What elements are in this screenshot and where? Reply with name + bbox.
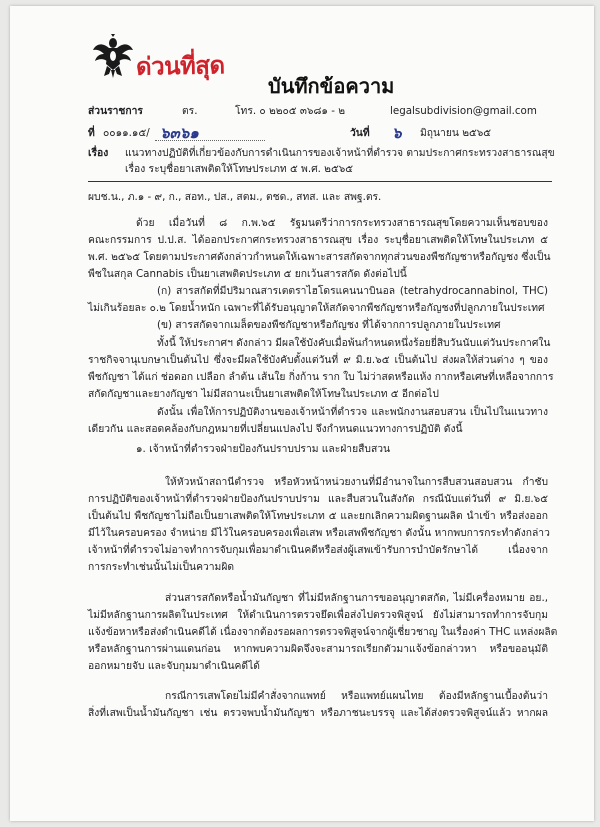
agency-label: ส่วนราชการ — [88, 105, 143, 117]
garuda-emblem-icon — [92, 34, 134, 78]
date-value: มิถุนายน ๒๕๖๕ — [420, 127, 492, 139]
p6-line-2: สิ่งที่เสพเป็นน้ำมันกัญชา เช่น ตรวจพบน้ำมันกัญชา หรือภาชนะบรรจุ และได้ส่งตรวจพิสูจน์แล้ว หากผล — [88, 707, 548, 719]
date-label: วันที่ — [350, 127, 370, 139]
subject-line-2: เรื่อง ระบุชื่อยาเสพติดให้โทษประเภท ๕ พ.ศ. ๒๕๖๕ — [125, 163, 354, 175]
p4-line-5: เจ้าหน้าที่ตำรวจไม่อาจทำการจับกุมเพื่อมาดำเนินคดีหรือส่งผู้เสพเข้ารับการบำบัดรักษาได้ เนื่องจาก — [88, 544, 548, 556]
p5-line-1: ส่วนสารสกัดหรือน้ำมันกัญชา ที่ไม่มีหลักฐานการขออนุญาตสกัด, ไม่มีเครื่องหมาย อย., — [165, 592, 548, 604]
memo-page — [10, 6, 594, 821]
p3-line-1: ดังนั้น เพื่อให้การปฏิบัติงานของเจ้าหน้าที่ตำรวจ และพนักงานสอบสวน เป็นไปในแนวทาง — [157, 406, 548, 418]
header-divider — [88, 181, 552, 182]
doc-no-dotted-line — [155, 140, 265, 141]
p3-line-2: เดียวกัน และสอดคล้องกับกฎหมายที่เปลี่ยนแปลงไป จึงกำหนดแนวทางการปฏิบัติ ดังนี้ — [88, 423, 463, 435]
section-1-heading: ๑. เจ้าหน้าที่ตำรวจฝ่ายป้องกันปราบปราม และฝ่ายสืบสวน — [136, 443, 391, 455]
subject-line-1: แนวทางปฏิบัติที่เกี่ยวข้องกับการดำเนินการของเจ้าหน้าที่ตำรวจ ตามประกาศกระทรวงสาธารณสุข — [125, 147, 555, 159]
doc-no-handwritten: ๖๓๖๑ — [160, 124, 199, 142]
p5-line-2: ไม่มีหลักฐานการผลิตในประเทศ ให้ดำเนินการตรวจยึดเพื่อส่งไปตรวจพิสูจน์ ยังไม่สามารถทำการจับกุม — [88, 609, 548, 621]
p6-line-1: กรณีการเสพโดยไม่มีคำสั่งจากแพทย์ หรือแพทย์แผนไทย ต้องมีหลักฐานเบื้องต้นว่า — [165, 690, 548, 702]
p1-line-2: คณะกรรมการ ป.ป.ส. ได้ออกประกาศกระทรวงสาธารณสุข เรื่อง ระบุชื่อยาเสพติดให้โทษในประเภท ๕ — [88, 234, 548, 246]
p4-line-6: การกระทำเช่นนั้นไม่เป็นความผิด — [88, 561, 235, 573]
item-a-line-1: (ก) สารสกัดที่มีปริมาณสารเตตราไฮโดรแคนนาบินอล (tetrahydrocannabinol, THC) — [157, 285, 548, 297]
p1-line-3: พ.ศ. ๒๕๖๕ โดยตามประกาศดังกล่าวกำหนดให้เฉพาะสารสกัดจากทุกส่วนของพืชกัญชาหรือกัญชง ซึ่งเป็น — [88, 251, 551, 263]
p2-line-4: สกัดกัญชาและยางกัญชา ไม่มีสถานะเป็นยาเสพติดให้โทษในประเภท ๕ อีกต่อไป — [88, 388, 439, 400]
p2-line-1: ทั้งนี้ ให้ประกาศฯ ดังกล่าว มีผลใช้บังคับเมื่อพ้นกำหนดหนึ่งร้อยยี่สิบวันนับแต่วันประกาศใน — [157, 337, 551, 349]
p1-line-1: ด้วย เมื่อวันที่ ๘ ก.พ.๖๕ รัฐมนตรีว่าการกระทรวงสาธารณสุขโดยความเห็นชอบของ — [136, 217, 548, 229]
email-address: legalsubdivision@gmail.com — [390, 105, 537, 117]
p5-line-5: ออกหมายจับ และจับกุมมาดำเนินคดีได้ — [88, 660, 260, 672]
p2-line-3: พืชกัญชา ได้แก่ ช่อดอก เปลือก ลำต้น เส้นใย กิ่งก้าน ราก ใบ ไม่ว่าสดหรือแห้ง กากหรือเศษที่เหลือจากการ — [88, 371, 554, 383]
doc-no-label: ที่ — [88, 127, 95, 139]
doc-no-value: ๐๐๑๑.๑๕/ — [103, 127, 150, 139]
p2-line-2: ราชกิจจานุเบกษาเป็นต้นไป ซึ่งจะมีผลใช้บังคับตั้งแต่วันที่ ๙ มิ.ย.๖๕ เป็นต้นไป ส่งผลให้ส่วนต่าง ๆ ของ — [88, 354, 548, 366]
p4-line-3: เป็นต้นไป พืชกัญชาไม่ถือเป็นยาเสพติดให้โทษประเภท ๕ และยกเลิกความผิดฐานผลิต นำเข้า หรือส่งออก — [88, 510, 548, 522]
urgent-stamp: ด่วนที่สุด — [135, 51, 225, 81]
p5-line-4: หรือหลักฐานการผ่านแดนก่อน หากพบความผิดจึงจะสามารถเรียกตัวมาแจ้งข้อกล่าวหา หรือขออนุมัติ — [88, 643, 548, 655]
date-handwritten: ๖ — [392, 124, 402, 142]
p4-line-1: ให้หัวหน้าสถานีตำรวจ หรือหัวหน้าหน่วยงานที่มีอำนาจในการสืบสวนสอบสวน กำชับ — [165, 476, 548, 488]
agency-value: ตร. — [182, 105, 198, 117]
item-b: (ข) สารสกัดจากเมล็ดของพืชกัญชาหรือกัญชง ที่ได้จากการปลูกภายในประเทศ — [157, 319, 501, 331]
recipients: ผบช.น., ภ.๑ - ๙, ก., สอท., ปส., สตม., ตชด., สทส. และ สพฐ.ตร. — [88, 191, 382, 203]
memo-title: บันทึกข้อความ — [268, 74, 395, 98]
p5-line-3: แจ้งข้อหาหรือส่งดำเนินคดีได้ เนื่องจากต้องรอผลการตรวจพิสูจน์จากผู้เชี่ยวชาญ ในเรื่องค่า THC แหล่งผลิต — [88, 626, 558, 638]
item-a-line-2: ไม่เกินร้อยละ ๐.๒ โดยน้ำหนัก เฉพาะที่ได้รับอนุญาตให้สกัดจากพืชกัญชาหรือกัญชงที่ปลูกภายในประเทศ — [88, 302, 545, 314]
p1-line-4: พืชในสกุล Cannabis เป็นยาเสพติดประเภท ๕ ยกเว้นสารสกัด ดังต่อไปนี้ — [88, 268, 407, 280]
p4-line-4: มีไว้ในครอบครอง จำหน่าย มีไว้ในครอบครองเพื่อเสพ หรือเสพพืชกัญชา ดังนั้น หากพบการกระทำดังกล่าว — [88, 527, 550, 539]
subject-label: เรื่อง — [88, 147, 109, 159]
p4-line-2: การปฏิบัติของเจ้าหน้าที่ตำรวจฝ่ายป้องกันปราบปราม และสืบสวนในสังกัด กรณีนับแต่วันที่ ๙ มิ.ย.๖๕ — [88, 493, 548, 505]
phone-number: โทร. ๐ ๒๒๐๕ ๓๖๘๑ - ๒ — [235, 105, 345, 117]
